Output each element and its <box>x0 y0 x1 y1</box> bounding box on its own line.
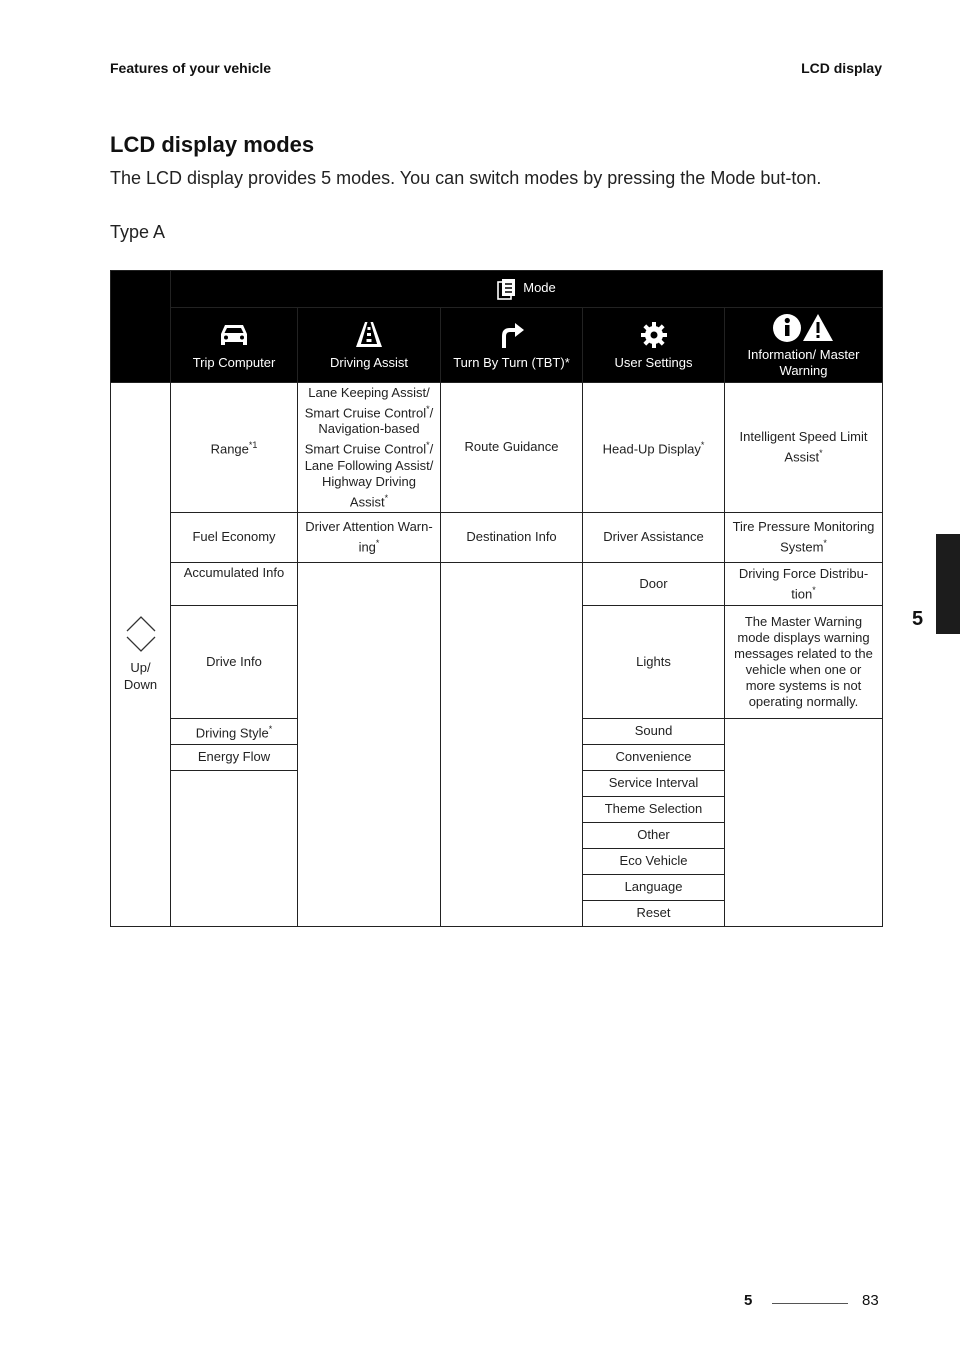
tbt-item-destination-info: Destination Info <box>441 512 583 562</box>
mode-header-label: Mode <box>523 280 556 296</box>
footer-chapter: 5 <box>744 1292 753 1309</box>
trip-item-drive-info: Drive Info <box>171 605 298 718</box>
settings-item-door: Door <box>583 562 725 605</box>
info-item-tpms: Tire Pressure Monitoring System* <box>725 512 883 562</box>
column-driving-assist <box>298 308 441 383</box>
column-user-settings <box>583 308 725 383</box>
settings-item-language: Language <box>583 874 725 900</box>
settings-item-other: Other <box>583 822 725 848</box>
mode-icon <box>497 278 517 300</box>
column-label-user-settings: User Settings <box>614 355 693 370</box>
trip-item-fuel-economy: Fuel Economy <box>171 512 298 562</box>
settings-item-driver-assistance: Driver Assistance <box>583 512 725 562</box>
column-information <box>725 308 883 383</box>
updown-cell <box>111 383 171 927</box>
mode-header <box>171 271 883 308</box>
intro-paragraph: The LCD display provides 5 modes. You can switch modes by pressing the Mode but-ton. <box>110 168 822 188</box>
chapter-side-number: 5 <box>912 608 924 630</box>
lane-icon <box>352 319 386 351</box>
lcd-modes-table <box>110 270 883 927</box>
gear-icon <box>637 319 671 351</box>
column-label-trip-computer: Trip Computer <box>192 355 276 370</box>
trip-item-driving-style: Driving Style* <box>171 718 298 744</box>
settings-item-convenience: Convenience <box>583 744 725 770</box>
trip-item-energy-flow: Energy Flow <box>171 744 298 770</box>
page-title: LCD display modes <box>110 132 315 157</box>
tbt-empty <box>441 562 583 926</box>
header-chapter-title: LCD display <box>801 60 882 76</box>
info-empty <box>725 718 883 926</box>
column-trip-computer <box>171 308 298 383</box>
type-label: Type A <box>110 222 166 242</box>
info-item-isla: Intelligent Speed Limit Assist* <box>725 383 883 513</box>
footer-page-number: 83 <box>862 1292 879 1309</box>
updown-label: Up/ Down <box>123 660 158 693</box>
up-down-icon <box>124 615 158 653</box>
column-turn-by-turn <box>441 308 583 383</box>
assist-item-lane-keeping: Lane Keeping Assist/ Smart Cruise Control*/ Navigation-based Smart Cruise Control*/ Lane Following Assist/ Highway Driving Assist* <box>298 383 441 513</box>
assist-empty <box>298 562 441 926</box>
column-label-information: Information/ Master Warning <box>747 347 860 378</box>
assist-item-driver-attention: Driver Attention Warn-ing* <box>298 512 441 562</box>
settings-item-reset: Reset <box>583 900 725 926</box>
settings-item-sound: Sound <box>583 718 725 744</box>
chapter-side-tab <box>936 534 960 634</box>
turn-arrow-icon <box>495 319 529 351</box>
table-corner <box>111 271 171 383</box>
settings-item-eco-vehicle: Eco Vehicle <box>583 848 725 874</box>
info-warning-icon <box>772 311 836 345</box>
trip-item-accumulated-info: Accumulated Info <box>171 562 298 605</box>
tbt-item-route-guidance: Route Guidance <box>441 383 583 513</box>
header-section-title: Features of your vehicle <box>110 60 272 76</box>
car-icon <box>217 319 251 351</box>
trip-empty <box>171 770 298 926</box>
settings-item-lights: Lights <box>583 605 725 718</box>
trip-item-range: Range$^{*1}$ <box>171 383 298 513</box>
info-item-driving-force: Driving Force Distribu-tion* <box>725 562 883 605</box>
settings-item-theme-selection: Theme Selection <box>583 796 725 822</box>
settings-item-service-interval: Service Interval <box>583 770 725 796</box>
column-label-turn-by-turn: Turn By Turn (TBT)* <box>453 355 570 370</box>
column-label-driving-assist: Driving Assist <box>329 355 409 370</box>
settings-item-head-up-display: Head-Up Display* <box>583 383 725 513</box>
info-item-master-warning: The Master Warning mode displays warning messages related to the vehicle when one or more systems is not operating normally. <box>725 605 883 718</box>
footer-divider <box>772 1303 848 1304</box>
